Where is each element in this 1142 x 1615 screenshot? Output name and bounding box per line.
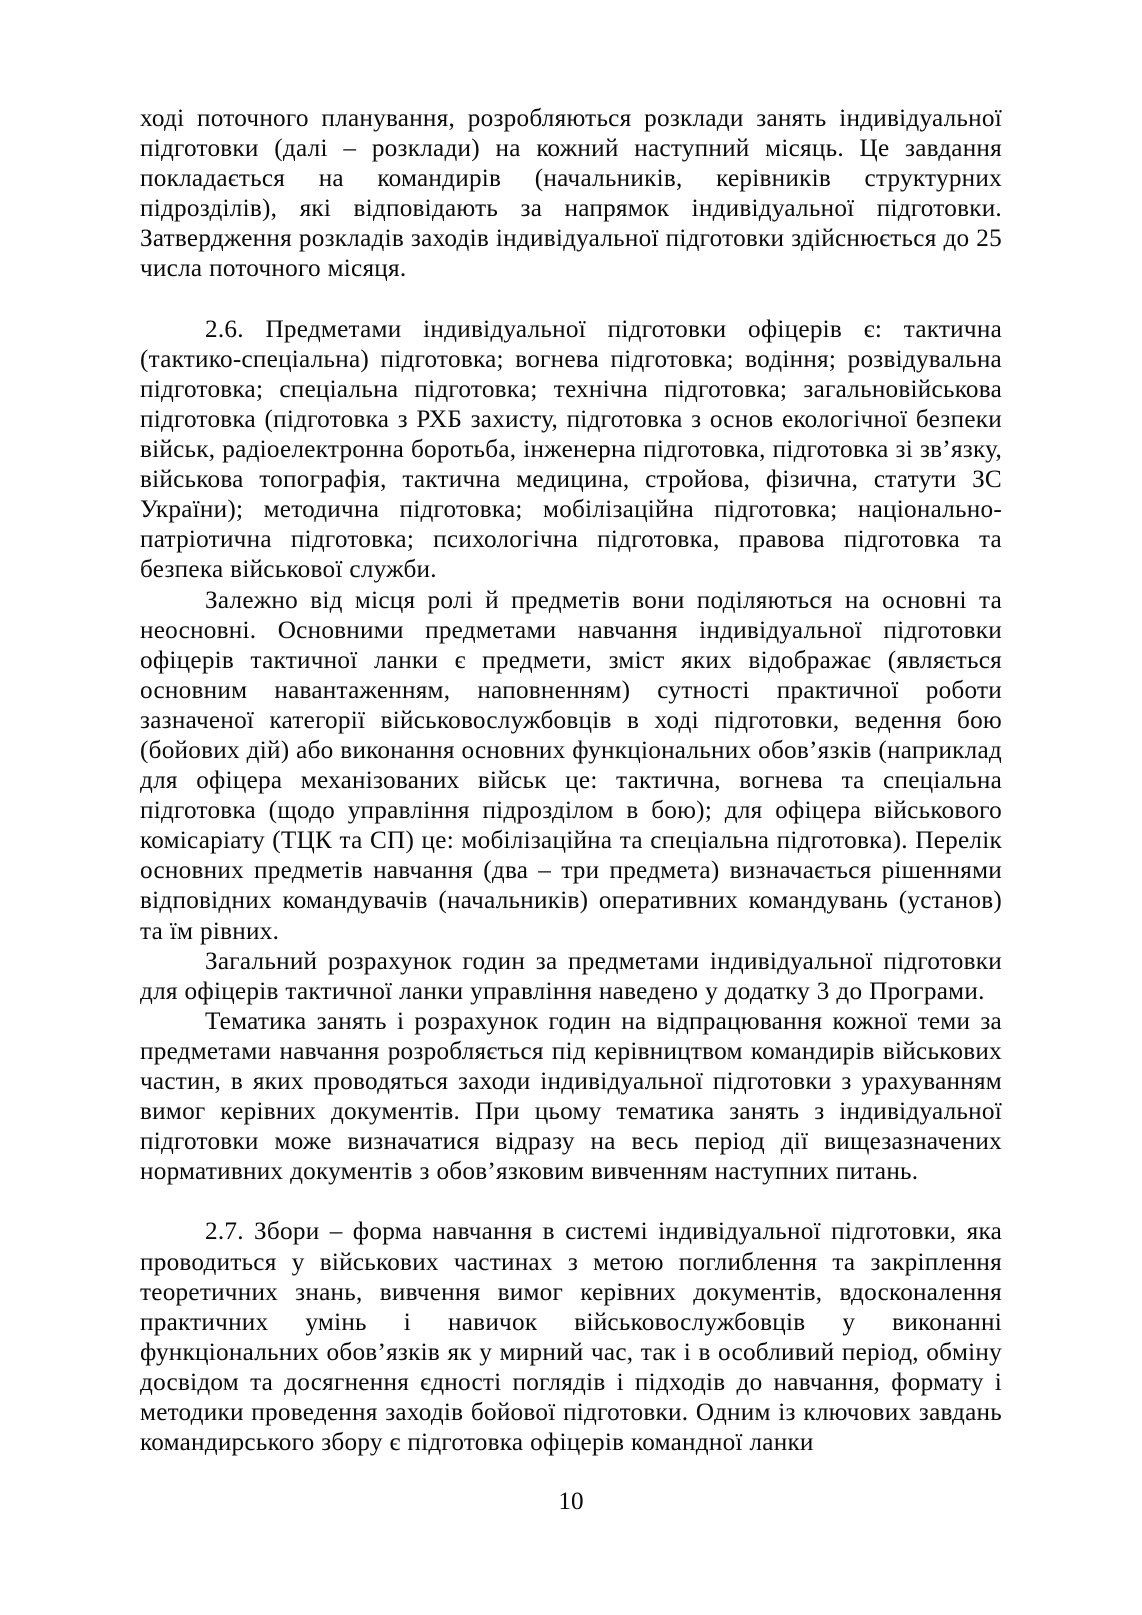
document-text-column bbox=[140, 104, 1002, 1458]
paragraph-continuation: ході поточного планування, розробляються розклади занять індивідуальної підготовки (далі – розклади) на кожний наступний місяць. Це завдання покладається на командирів (начальників, керівників структурних підрозділів), які відповідають за напрямок індивідуальної підготовки. Затвердження розкладів заходів індивідуальної підготовки здійснюється до 25 числа поточного місяця. bbox=[140, 105, 1002, 283]
paragraph-section-2-6: 2.6. Предметами індивідуальної підготовки офіцерів є: тактична (тактико-спеціальна) підготовка; вогнева підготовка; водіння; розвідувальна підготовка; спеціальна підготовка; технічна підготовка; загальновійськова підготовка (підготовка з РХБ захисту, підготовка з основ екологічної безпеки військ, радіоелектронна боротьба, інженерна підготовка, підготовка зі зв’язку, військова топографія, тактична медицина, стройова, фізична, статути ЗС України); методична підготовка; мобілізаційна підготовка; національно-патріотична підготовка; психологічна підготовка, правова підготовка та безпека військової служби. bbox=[140, 315, 1002, 584]
paragraph-spacer-before-2-7 bbox=[140, 1187, 1002, 1217]
paragraph-basic-subjects: Залежно від місця ролі й предметів вони поділяються на основні та неосновні. Основними предметами навчання індивідуальної підготовки офіцерів тактичної ланки є предмети, зміст яких відображає (являється основним навантаженням, наповненням) сутності практичної роботи зазначеної категорії військовослужбовців в ході підготовки, ведення бою (бойових дій) або виконання основних функціональних обов’язків (наприклад для офіцера механізованих військ це: тактична, вогнева та спеціальна підготовка (щодо управління підрозділом в бою); для офіцера військового комісаріату (ТЦК та СП) це: мобілізаційна та спеціальна підготовка). Перелік основних предметів навчання (два – три предмета) визначається рішеннями відповідних командувачів (начальників) оперативних командувань (установ) та їм рівних. bbox=[140, 586, 1002, 945]
paragraph-spacer bbox=[140, 285, 1002, 315]
paragraph-topics: Тематика занять і розрахунок годин на відпрацювання кожної теми за предметами навчання розробляється під керівництвом командирів військових частин, в яких проводяться заходи індивідуальної підготовки з урахуванням вимог керівних документів. При цьому тематика занять з індивідуальної підготовки може визначатися відразу на весь період дії вищезазначених нормативних документів з обов’язковим вивченням наступних питань. bbox=[140, 1007, 1002, 1186]
page-number: 10 bbox=[558, 1488, 584, 1515]
paragraph-hours-calculation: Загальний розрахунок годин за предметами індивідуальної підготовки для офіцерів тактичної ланки управління наведено у додатку 3 до Програми. bbox=[140, 947, 1002, 1005]
paragraph-section-2-7: 2.7. Збори – форма навчання в системі індивідуальної підготовки, яка проводиться у військових частинах з метою поглиблення та закріплення теоретичних знань, вивчення вимог керівних документів, вдосконалення практичних умінь і навичок військовослужбовців у виконанні функціональних обов’язків як у мирний час, так і в особливий період, обміну досвідом та досягнення єдності поглядів і підходів до навчання, формату і методики проведення заходів бойової підготовки. Одним із ключових завдань командирського збору є підготовка офіцерів командної ланки bbox=[140, 1218, 1002, 1457]
